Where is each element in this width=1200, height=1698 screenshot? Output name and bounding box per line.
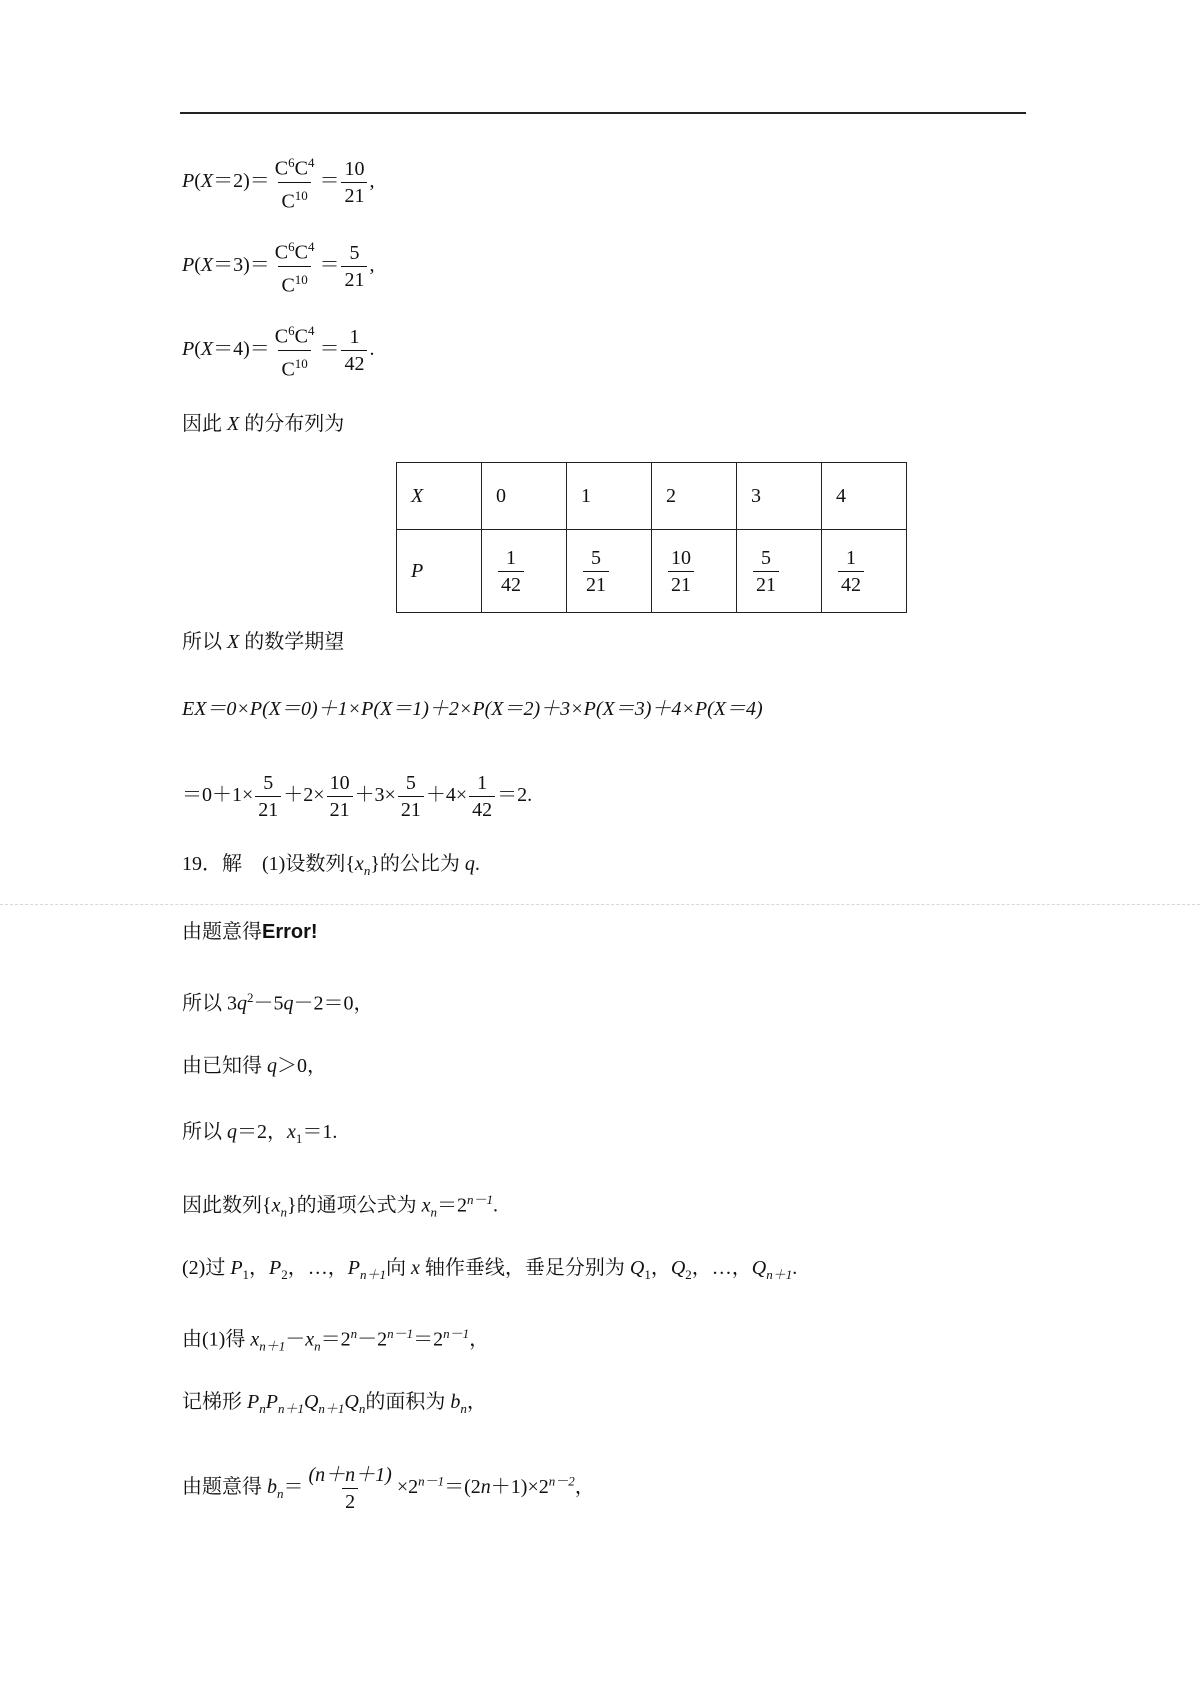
known-line: 由已知得 q＞0， [182,1055,327,1077]
result-fraction: $\frac{5}{21}$ [341,240,367,293]
table-row: P $\frac{1}{42}$ $\frac{5}{21}$ $\frac{10}{21}$ $\frac{5}{21}$ $\frac{1}{42}$ [397,530,907,613]
distribution-table [396,462,907,613]
dist-intro: 因此 X 的分布列为 [182,413,345,435]
equation-line: 所以 $3q^2-5q-2=0$， [182,990,374,1015]
part2-line: (2)过 $P_1$，$P_2$，…，$P_{n+1}$向 x 轴作垂线，垂足分别为 $Q_1$，$Q_2$，…，$Q_{n+1}$. [182,1257,798,1282]
result-fraction: $\frac{1}{42}$ [341,324,367,377]
header-rule [180,112,1026,114]
binomial-fraction: $\frac{C^6C^4}{C^{10}}$ [274,155,315,213]
cell-fraction: $\frac{5}{21}$ [583,545,609,598]
binomial-fraction: $\frac{C^6C^4}{C^{10}}$ [274,239,315,297]
general-term-line: 因此数列$\{x_n\}$的通项公式为 $x_n=2^{n-1}$. [182,1192,499,1220]
expectation-calc: ＝0＋1× $\frac{5}{21}$ ＋2× $\frac{10}{21}$ ＋3× $\frac{5}{21}$ ＋4× $\frac{1}{42}$ ＝2. [182,772,533,821]
bn-line: 由题意得 $b_n=$ $\frac{(n+n+1)}{2}$ $\times 2^{n-1}=(2n+1)\times 2^{n-2}$， [182,1464,595,1513]
prob-line-3: P(X＝3)＝ $\frac{C^6C^4}{C^{10}}$ ＝ $\frac{5}{21}$ , [182,234,374,298]
error-line: 由题意得Error! [182,921,318,943]
result-fraction: $\frac{10}{21}$ [341,156,367,209]
solution-line: 所以 q＝2，$x_1=1$. [182,1121,338,1146]
expectation-formula: EX＝0×P(X＝0)＋1×P(X＝1)＋2×P(X＝2)＋3×P(X＝3)＋4×P(X＝4) [182,698,763,720]
binomial-fraction: $\frac{C^6C^4}{C^{10}}$ [274,323,315,381]
difference-line: 由(1)得 $x_{n+1}-x_n=2^n-2^{n-1}=2^{n-1}$， [182,1326,490,1354]
bn-fraction: $\frac{(n+n+1)}{2}$ [308,1464,392,1513]
page-divider [0,904,1200,905]
table-row: X 0 1 2 3 4 [397,463,907,530]
cell-fraction: $\frac{1}{42}$ [498,545,524,598]
cell-fraction: $\frac{1}{42}$ [838,545,864,598]
q19-line: 19．解 (1)设数列$\{x_n\}$的公比为 q. [182,853,480,878]
cell-fraction: $\frac{10}{21}$ [668,545,694,598]
trapezoid-line: 记梯形 $P_nP_{n+1}Q_{n+1}Q_n$的面积为 $b_n$， [182,1391,487,1416]
cell-fraction: $\frac{5}{21}$ [753,545,779,598]
expect-intro: 所以 X 的数学期望 [182,631,345,653]
prob-line-2: P(X＝2)＝ $\frac{C^6C^4}{C^{10}}$ ＝ $\frac{10}{21}$ , [182,150,374,214]
prob-line-4: P(X＝4)＝ $\frac{C^6C^4}{C^{10}}$ ＝ $\frac{1}{42}$ . [182,318,374,382]
